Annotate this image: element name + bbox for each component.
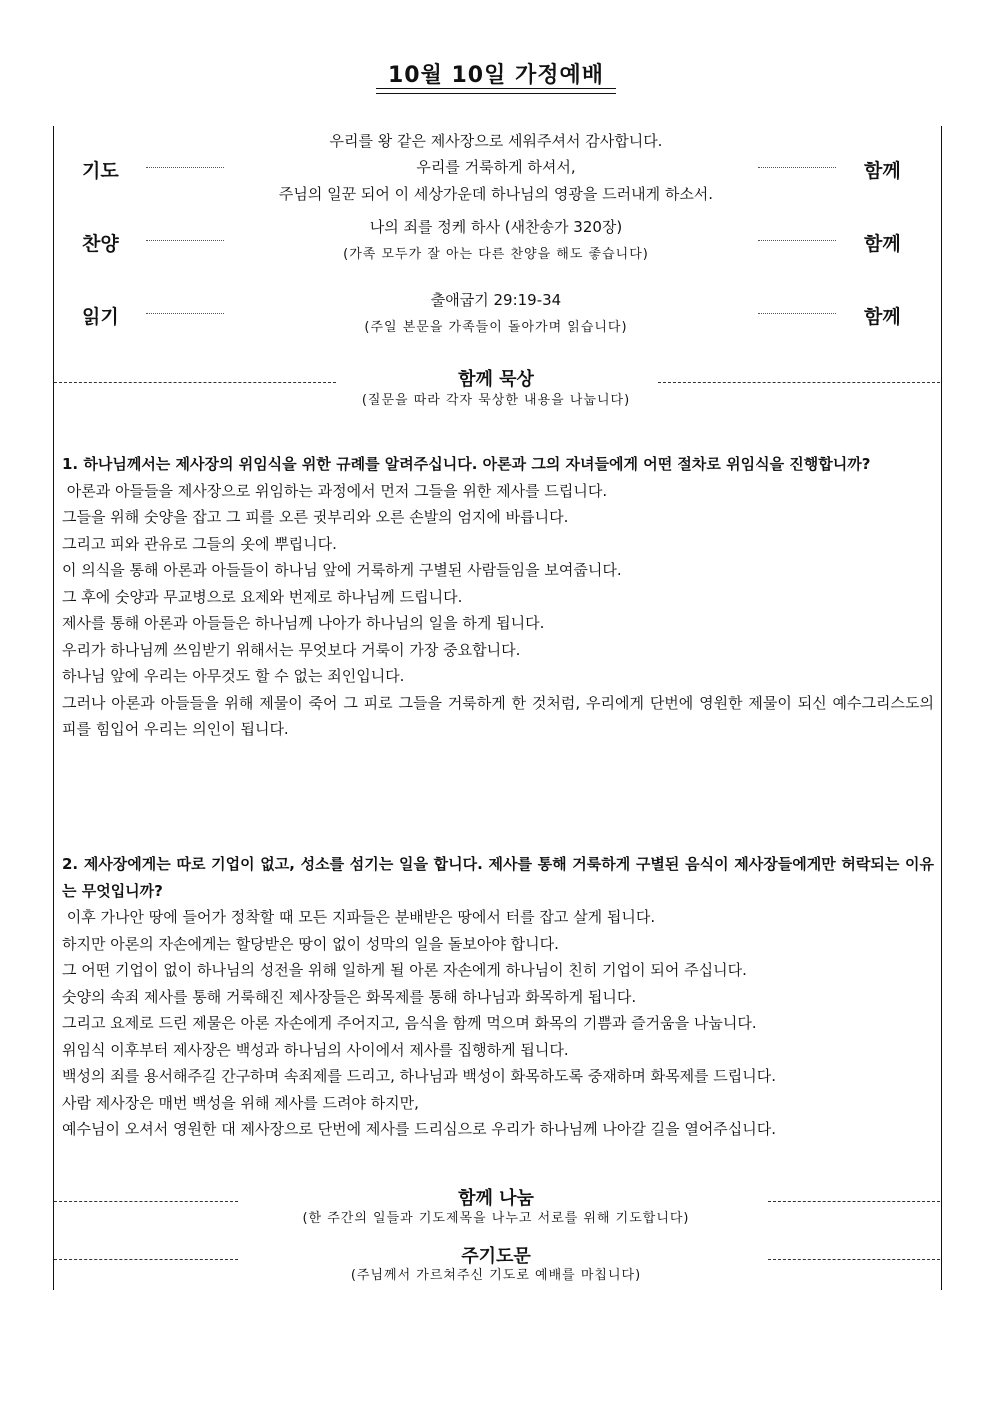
page-title: 10월 10일 가정예배 — [387, 63, 605, 88]
answer-line: 그리고 피와 관유로 그들의 옷에 뿌립니다. — [62, 534, 337, 553]
sharing-title: 함께 나눔 — [458, 1188, 534, 1209]
prayer-label: 기도 — [82, 160, 119, 182]
answer-line: 그들을 위해 숫양을 잡고 그 피를 오른 귓부리와 오른 손발의 엄지에 바릅니다. — [62, 508, 569, 526]
title-underline-2 — [376, 93, 616, 94]
question-block-1 — [62, 451, 934, 743]
hymn-leader: 함께 — [864, 233, 901, 255]
answer-line: 숫양의 속죄 제사를 통해 거룩해진 제사장들은 화목제를 통해 하나님과 화목하게 됩니다. — [62, 987, 637, 1006]
answer-line: 이 의식을 통해 아론과 아들들이 하나님 앞에 거룩하게 구별된 사람들임을 보여줍니다. — [62, 561, 622, 579]
question-text: 2. 제사장에게는 따로 기업이 없고, 성소를 섬기는 일을 합니다. 제사를 통해 거룩하게 구별된 음식이 제사장들에게만 허락되는 이유는 무엇입니까? — [62, 855, 934, 900]
prayer-line-3: 주님의 일꾼 되어 이 세상가운데 하나님의 영광을 드러내게 하소서. — [278, 185, 714, 203]
answer-line: 예수님이 오셔서 영원한 대 제사장으로 단번에 제사를 드리심으로 우리가 하나님께 나아갈 길을 열어주십니다. — [62, 1120, 777, 1138]
reading-label: 읽기 — [82, 306, 119, 328]
question-block-2 — [62, 851, 934, 1143]
meditation-divider-right — [658, 382, 940, 383]
title-underline — [376, 88, 616, 89]
answer-line: 그러나 아론과 아들들을 위해 제물이 죽어 그 피로 그들을 거룩하게 한 것처럼, 우리에게 단번에 영원한 제물이 되신 예수그리스도의 피를 힘입어 우리는 의인이 됩니다. — [62, 693, 934, 738]
lords-prayer-title: 주기도문 — [461, 1246, 531, 1267]
hymn-dots-left — [146, 240, 224, 241]
meditation-title: 함께 묵상 — [458, 369, 534, 390]
answer-line: 우리가 하나님께 쓰임받기 위해서는 무엇보다 거룩이 가장 중요합니다. — [62, 640, 521, 659]
hymn-dots-right — [758, 240, 836, 241]
answer-line: 아론과 아들들을 제사장으로 위임하는 과정에서 먼저 그들을 위한 제사를 드립니다. — [62, 481, 608, 500]
hymn-note: (가족 모두가 잘 아는 다른 찬양을 해도 좋습니다) — [343, 247, 649, 262]
prayer-dots-right — [758, 167, 836, 168]
sharing-subtitle: (한 주간의 일들과 기도제목을 나누고 서로를 위해 기도합니다) — [302, 1211, 690, 1226]
prayer-line-2: 우리를 거룩하게 하셔서, — [416, 158, 576, 176]
answer-line: 이후 가나안 땅에 들어가 정착할 때 모든 지파들은 분배받은 땅에서 터를 잡고 살게 됩니다. — [62, 908, 656, 926]
reading-passage: 출애굽기 29:19-34 — [430, 291, 562, 309]
answer-line: 사람 제사장은 매번 백성을 위해 제사를 드려야 하지만, — [62, 1093, 419, 1112]
question-text: 1. 하나님께서는 제사장의 위임식을 위한 규례를 알려주십니다. 아론과 그의 자녀들에게 어떤 절차로 위임식을 진행합니까? — [62, 455, 871, 473]
prayer-line-1: 우리를 왕 같은 제사장으로 세워주셔서 감사합니다. — [329, 132, 663, 150]
answer-line: 하나님 앞에 우리는 아무것도 할 수 없는 죄인입니다. — [62, 667, 405, 685]
answer-line: 하지만 아론의 자손에게는 할당받은 땅이 없이 성막의 일을 돌보아야 합니다. — [62, 934, 559, 953]
answer-line: 그 후에 숫양과 무교병으로 요제와 번제로 하나님께 드립니다. — [62, 587, 463, 606]
answer-line: 백성의 죄를 용서해주길 간구하며 속죄제를 드리고, 하나님과 백성이 화목하도록 중재하며 화목제를 드립니다. — [62, 1067, 777, 1085]
reading-note: (주일 본문을 가족들이 돌아가며 읽습니다) — [364, 320, 628, 335]
reading-dots-right — [758, 313, 836, 314]
answer-line: 위임식 이후부터 제사장은 백성과 하나님의 사이에서 제사를 집행하게 됩니다. — [62, 1040, 569, 1059]
hymn-title: 나의 죄를 정케 하사 (새찬송가 320장) — [369, 218, 623, 236]
reading-dots-left — [146, 313, 224, 314]
prayer-leader: 함께 — [864, 160, 901, 182]
sharing-divider-right — [768, 1201, 940, 1202]
lords-prayer-divider-right — [768, 1259, 940, 1260]
answer-line: 그리고 요제로 드린 제물은 아론 자손에게 주어지고, 음식을 함께 먹으며 화목의 기쁨과 즐거움을 나눕니다. — [62, 1014, 757, 1032]
answer-line: 제사를 통해 아론과 아들들은 하나님께 나아가 하나님의 일을 하게 됩니다. — [62, 614, 545, 632]
answer-line: 그 어떤 기업이 없이 하나님의 성전을 위해 일하게 될 아론 자손에게 하나님이 친히 기업이 되어 주십니다. — [62, 961, 747, 979]
meditation-subtitle: (질문을 따라 각자 묵상한 내용을 나눕니다) — [361, 393, 631, 408]
reading-leader: 함께 — [864, 306, 901, 328]
lords-prayer-subtitle: (주님께서 가르쳐주신 기도로 예배를 마칩니다) — [350, 1268, 642, 1283]
hymn-label: 찬양 — [82, 233, 119, 255]
